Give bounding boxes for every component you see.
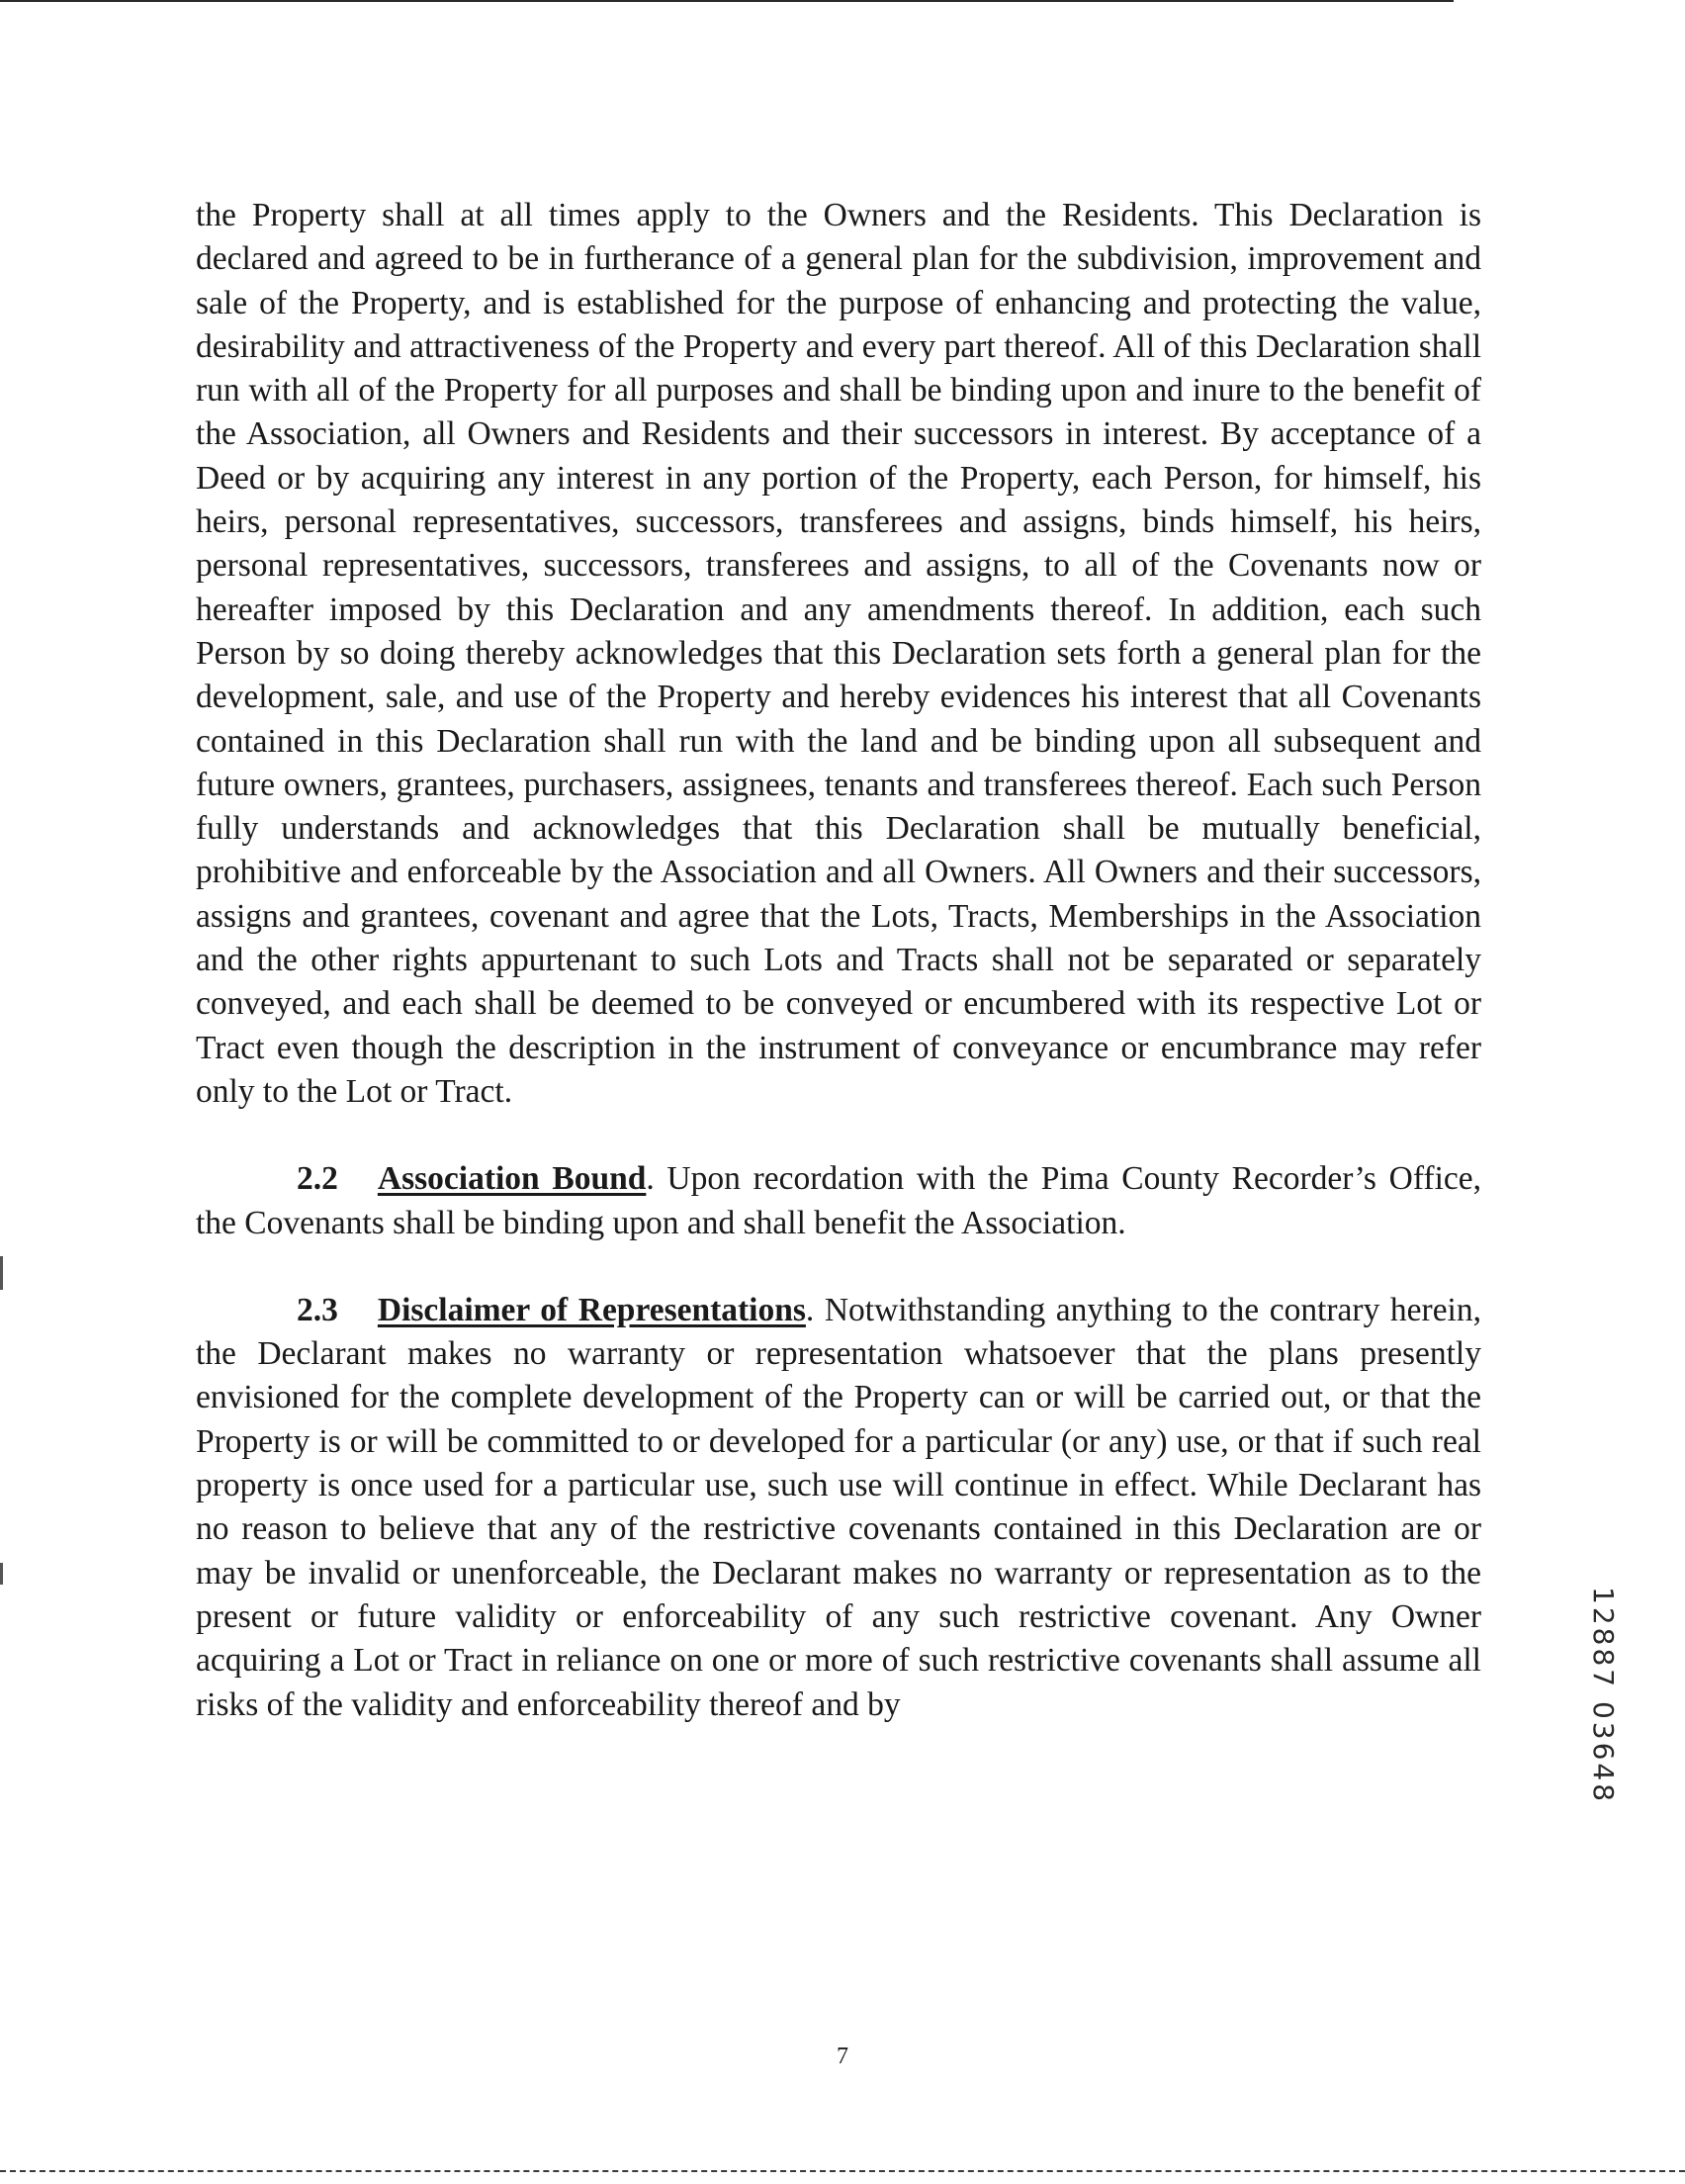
section-2-3 xyxy=(196,1289,1481,1727)
top-border-line xyxy=(0,0,1454,2)
section-text: . Notwithstanding anything to the contrary herein, the Declarant makes no warranty or representation whatsoever that the plans presently envisioned for the complete development of the Property can or will be carried out, or that the Property is or will be committed to or developed for a particular (or any) use, or that if such real property is once used for a particular use, such use will continue in effect. While Declarant has no reason to believe that any of the restrictive covenants contained in this Declaration are or may be invalid or unenforceable, the Declarant makes no warranty or representation as to the present or future validity or enforceability of any such restrictive covenant. Any Owner acquiring a Lot or Tract in reliance on one or more of such restrictive covenants shall assume all risks of the validity and enforceability thereof and by xyxy=(196,1291,1481,1723)
section-number: 2.2 xyxy=(297,1160,338,1198)
bottom-border-line xyxy=(0,2170,1685,2172)
left-scan-mark xyxy=(0,1563,3,1585)
page-number: 7 xyxy=(837,2044,848,2069)
recording-number-stamp xyxy=(1586,1587,1620,1903)
document-body xyxy=(196,194,1481,1727)
recording-number-text: 12887 03648 xyxy=(1587,1587,1620,1805)
section-text: . Upon recordation with the Pima County Recorder’s Office, the Covenants shall be binding upon and shall benefit the Association. xyxy=(196,1160,1481,1241)
section-title: Association Bound xyxy=(377,1160,647,1198)
section-2-2 xyxy=(196,1157,1481,1245)
section-number: 2.3 xyxy=(297,1291,338,1328)
left-scan-mark xyxy=(0,1256,3,1290)
paragraph-covenants-run-with-land: the Property shall at all times apply to the Owners and the Residents. This Declaration is declared and agreed to be in furtherance of a general plan for the subdivision, improvement and sale of the Property, and is established for the purpose of enhancing and protecting the value, desirability and attractiveness of the Property and every part thereof. All of this Declaration shall run with all of the Property for all purposes and shall be binding upon and inure to the benefit of the Association, all Owners and Residents and their successors in interest. By acceptance of a Deed or by acquiring any interest in any portion of the Property, each Person, for himself, his heirs, personal representatives, successors, transferees and assigns, binds himself, his heirs, personal representatives, successors, transferees and assigns, to all of the Covenants now or hereafter imposed by this Declaration and any amendments thereof. In addition, each such Person by so doing thereby acknowledges that this Declaration sets forth a general plan for the development, sale, and use of the Property and hereby evidences his interest that all Covenants contained in this Declaration shall run with the land and be binding upon all subsequent and future owners, grantees, purchasers, assignees, tenants and transferees thereof. Each such Person fully understands and acknowledges that this Declaration shall be mutually beneficial, prohibitive and enforceable by the Association and all Owners. All Owners and their successors, assigns and grantees, covenant and agree that the Lots, Tracts, Memberships in the Association and the other rights appurtenant to such Lots and Tracts shall not be separated or separately conveyed, and each shall be deemed to be conveyed or encumbered with its respective Lot or Tract even though the description in the instrument of conveyance or encumbrance may refer only to the Lot or Tract. xyxy=(196,197,1481,1110)
section-title: Disclaimer of Representations xyxy=(377,1291,806,1328)
